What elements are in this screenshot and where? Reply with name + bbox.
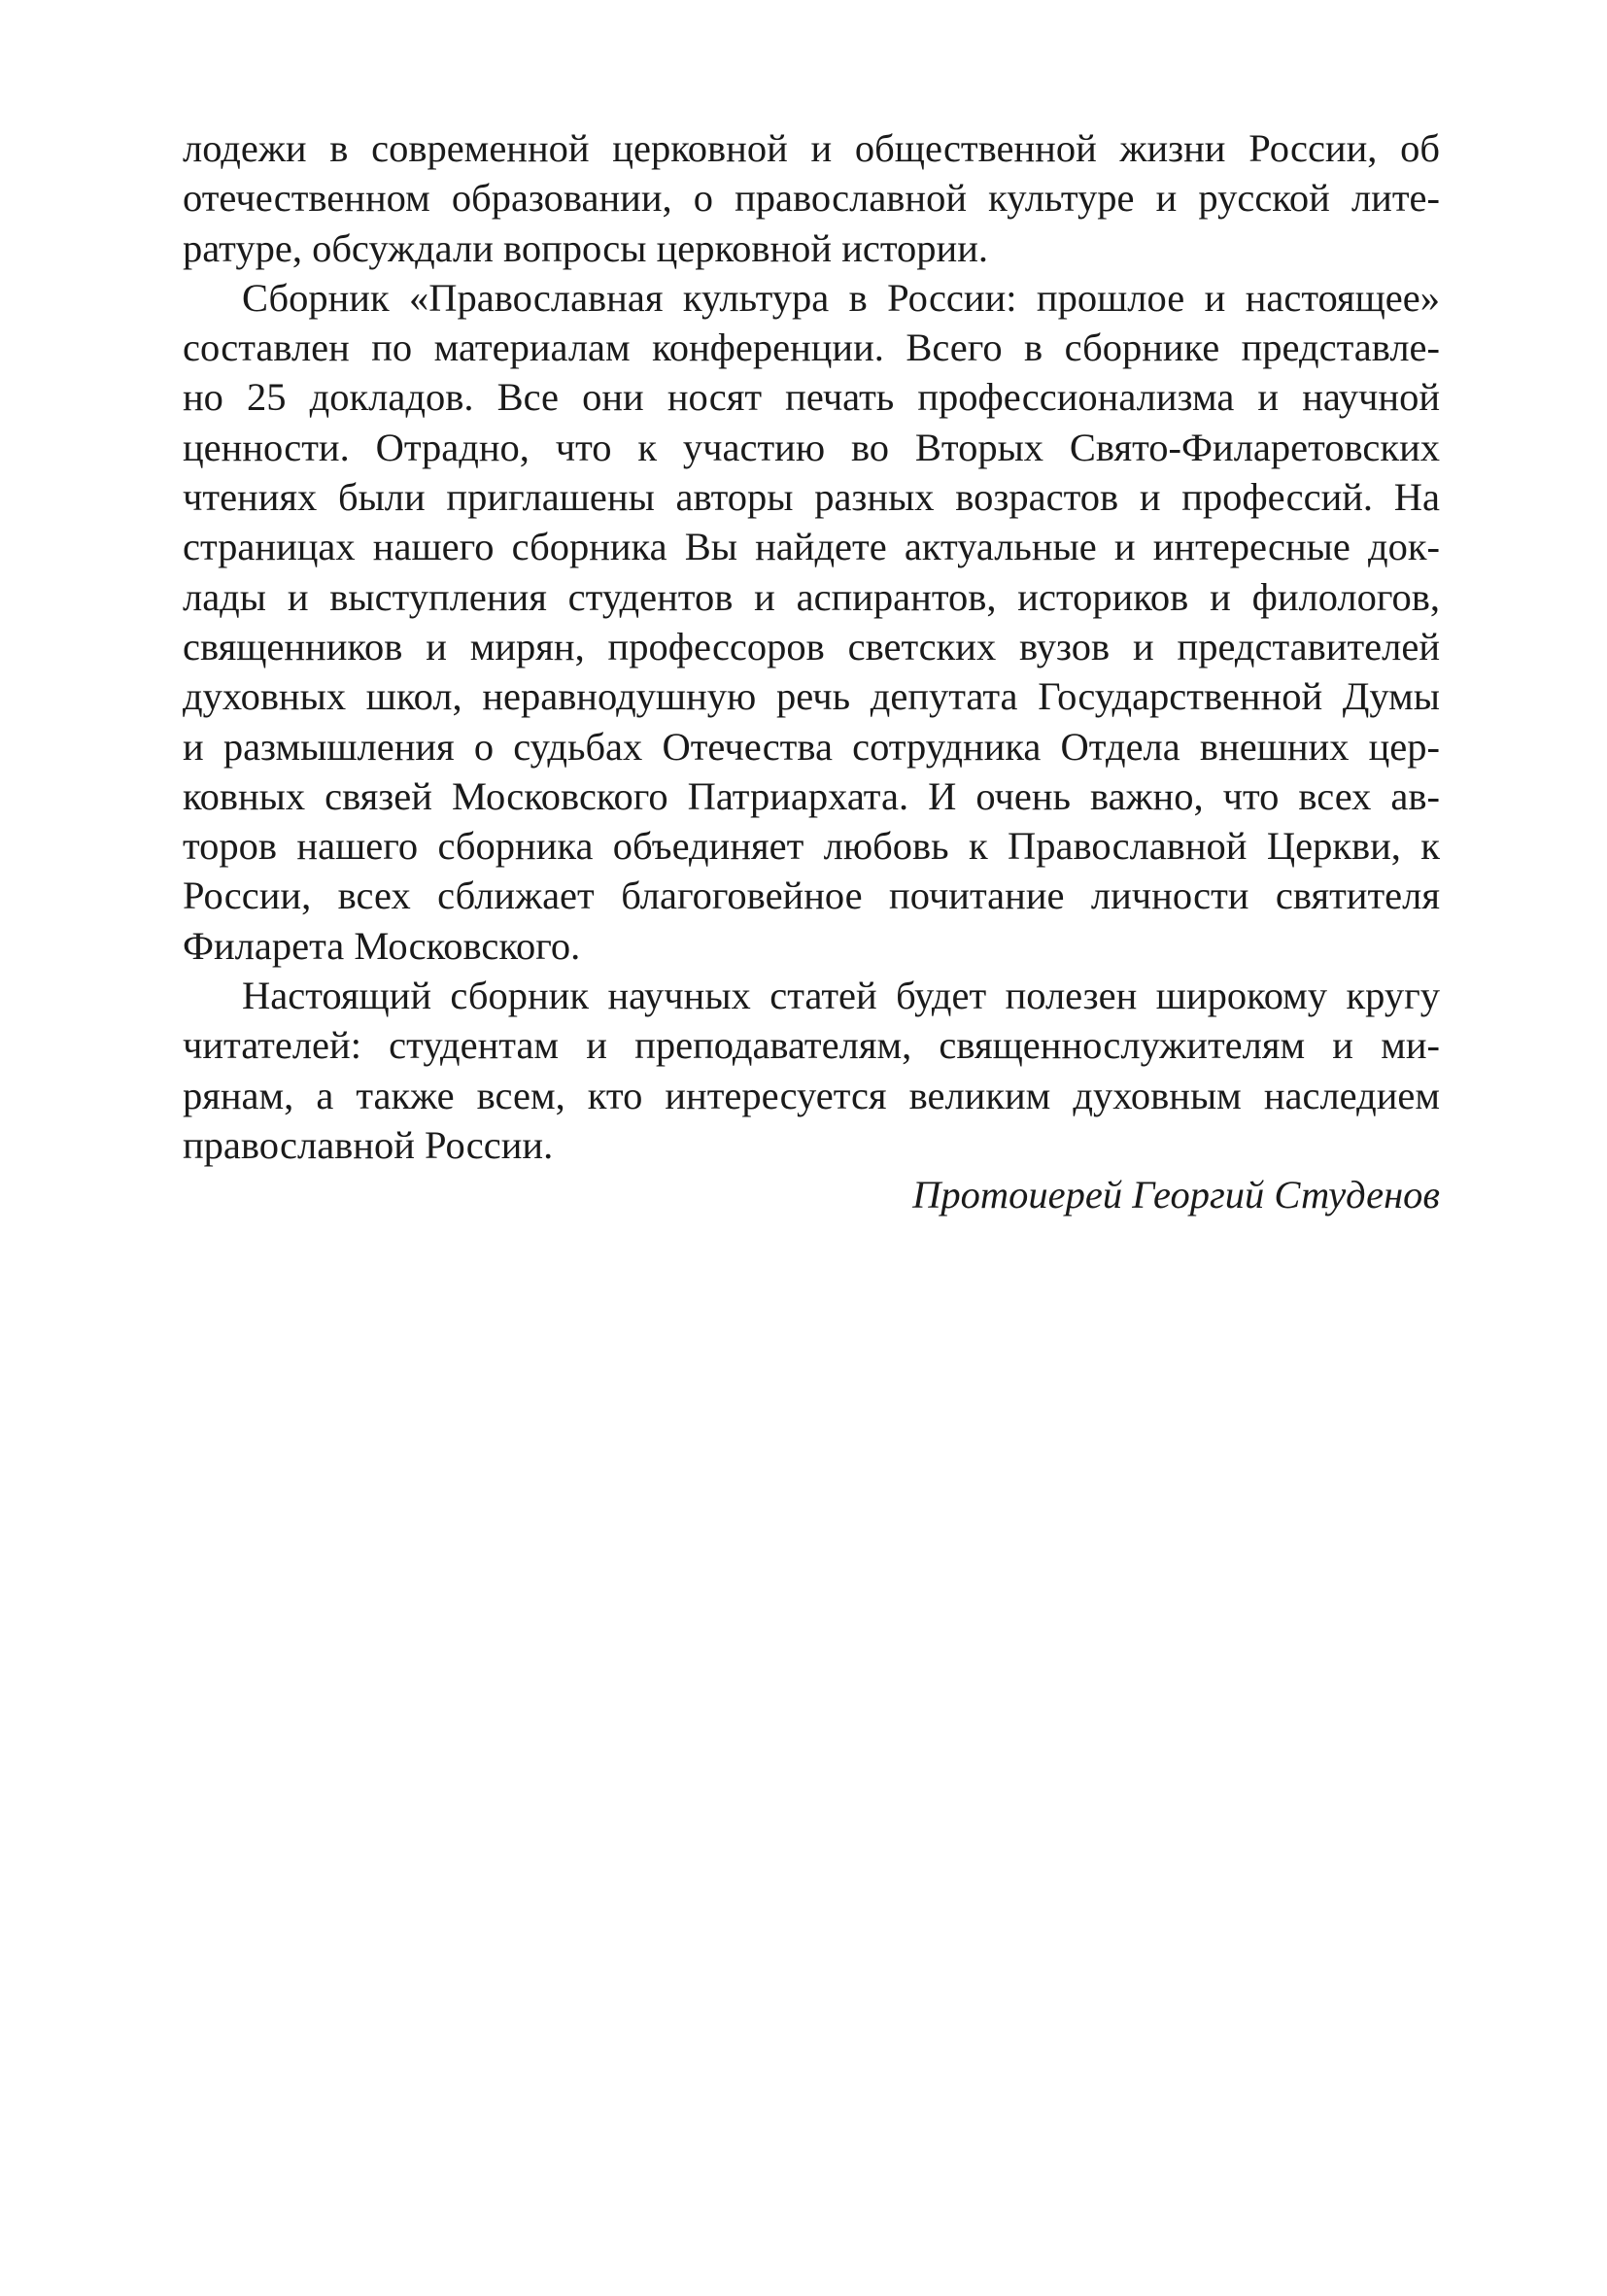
text-line: но 25 докладов. Все они носят печать профессионализма и научной xyxy=(183,375,1440,420)
text-line: чтениях были приглашены авторы разных возрастов и профессий. На xyxy=(183,475,1440,520)
text-line: рянам, а также всем, кто интересуется великим духовным наследием xyxy=(183,1073,1440,1117)
paragraph xyxy=(183,273,1440,971)
text-line: духовных школ, неравнодушную речь депутата Государственной Думы xyxy=(183,674,1440,719)
paragraph xyxy=(183,971,1440,1170)
text-line: ратуре, обсуждали вопросы церковной истории. xyxy=(183,225,989,270)
text-line: торов нашего сборника объединяет любовь к Православной Церкви, к xyxy=(183,824,1440,869)
text-line: Настоящий сборник научных статей будет полезен широкому кругу xyxy=(242,974,1440,1018)
text-line: и размышления о судьбах Отечества сотрудника Отдела внешних цер- xyxy=(183,724,1440,769)
author-signature: Протоиерей Георгий Студенов xyxy=(912,1173,1440,1217)
paragraph xyxy=(183,123,1440,273)
text-line: православной России. xyxy=(183,1122,554,1167)
text-line: отечественном образовании, о православной культуре и русской лите- xyxy=(183,176,1440,221)
text-line: России, всех сближает благоговейное почитание личности святителя xyxy=(183,874,1440,918)
body-text xyxy=(183,123,1440,1220)
text-line: ценности. Отрадно, что к участию во Вторых Свято-Филаретовских xyxy=(183,425,1440,469)
text-line: ковных связей Московского Патриархата. И очень важно, что всех ав- xyxy=(183,773,1440,818)
text-line: страницах нашего сборника Вы найдете актуальные и интересные док- xyxy=(183,525,1440,569)
text-line: читателей: студентам и преподавателям, священнослужителям и ми- xyxy=(183,1023,1440,1068)
text-line: Филарета Московского. xyxy=(183,923,581,968)
text-line: лодежи в современной церковной и общественной жизни России, об xyxy=(183,126,1440,170)
text-line: священников и мирян, профессоров светских вузов и представителей xyxy=(183,624,1440,668)
text-line: лады и выступления студентов и аспирантов, историков и филологов, xyxy=(183,574,1440,619)
text-line: составлен по материалам конференции. Всего в сборнике представле- xyxy=(183,326,1440,370)
text-line: Сборник «Православная культура в России: прошлое и настоящее» xyxy=(242,275,1440,320)
